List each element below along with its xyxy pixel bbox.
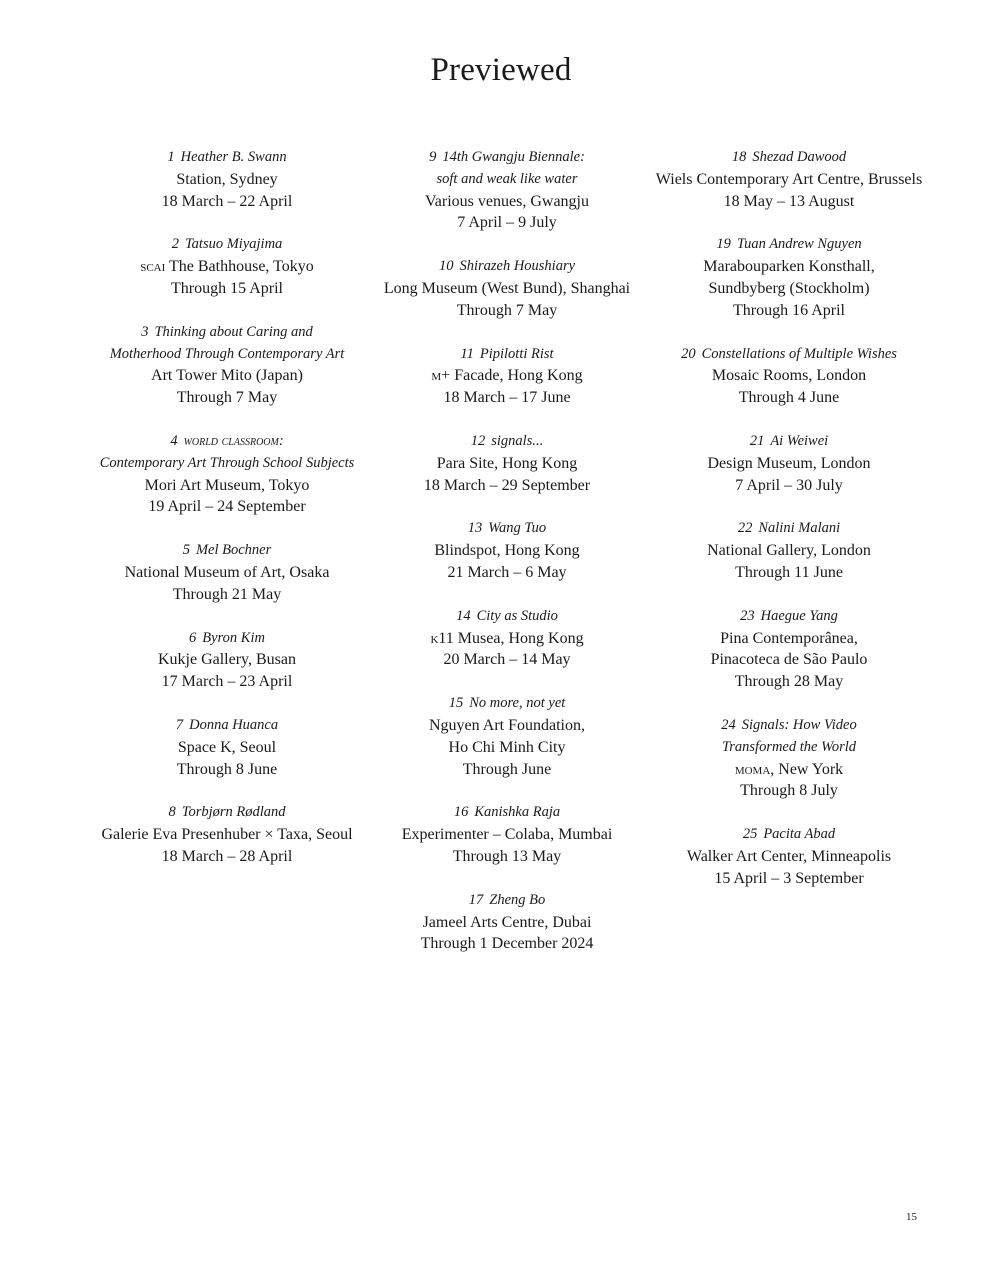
exhibition-title: [634, 824, 944, 846]
exhibition-detail: Through 7 May: [456, 301, 558, 319]
exhibition-entry: [352, 802, 662, 867]
exhibition-entry: [634, 824, 944, 889]
exhibition-entry: [352, 344, 662, 409]
exhibition-title: [62, 322, 392, 366]
exhibition-entry: [352, 256, 662, 321]
exhibition-title: [62, 234, 392, 256]
exhibition-title-text: Transformed the World: [721, 738, 856, 755]
exhibition-number: 9: [429, 149, 437, 165]
exhibition-detail: 19 April – 24 September: [148, 498, 306, 516]
exhibition-column-1: [62, 147, 392, 890]
exhibition-detail: 7 April – 30 July: [735, 476, 843, 494]
exhibition-detail: Through 16 April: [733, 301, 845, 319]
exhibition-title-text: soft and weak like water: [436, 170, 578, 187]
exhibition-number: 18: [731, 149, 747, 165]
exhibition-entry: [352, 606, 662, 671]
exhibition-detail: 15 April – 3 September: [714, 869, 864, 887]
venue-text: , New York: [770, 760, 844, 778]
exhibition-title: [352, 431, 662, 453]
exhibition-title-text: Shezad Dawood: [752, 149, 847, 165]
exhibition-entry: [352, 431, 662, 496]
exhibition-detail: Blindspot, Hong Kong: [434, 542, 580, 560]
exhibition-title-text: Contemporary Art Through School Subjects: [99, 454, 355, 471]
exhibition-column-2: [352, 147, 662, 977]
exhibition-title-smallcaps: world classroom:: [183, 432, 284, 449]
exhibition-number: 4: [170, 432, 178, 449]
exhibition-venue: [352, 365, 662, 387]
exhibition-detail: Through 7 May: [176, 389, 278, 407]
exhibition-detail: 18 March – 17 June: [443, 389, 571, 407]
exhibition-detail: Mori Art Museum, Tokyo: [144, 476, 310, 494]
exhibition-detail: Various venues, Gwangju: [425, 192, 589, 210]
exhibition-title-text: Kanishka Raja: [474, 804, 561, 821]
exhibition-number: 21: [749, 432, 765, 449]
exhibition-title-text: City as Studio: [476, 607, 558, 624]
exhibition-title: [62, 715, 392, 737]
exhibition-number: 10: [438, 258, 454, 275]
exhibition-title-text: Shirazeh Houshiary: [459, 258, 576, 275]
venue-text: Facade, Hong Kong: [450, 367, 583, 385]
exhibition-number: 17: [468, 891, 484, 908]
exhibition-detail: Art Tower Mito (Japan): [151, 367, 303, 385]
exhibition-title-text: Motherhood Through Contemporary Art: [109, 345, 345, 362]
exhibition-number: 11: [460, 345, 474, 362]
exhibition-detail: Through 4 June: [738, 389, 840, 407]
page-number: 15: [906, 1211, 917, 1223]
exhibition-detail: Through 8 June: [176, 760, 278, 778]
exhibition-detail: 18 March – 22 April: [161, 192, 293, 210]
exhibition-title-text: Pacita Abad: [763, 826, 836, 843]
exhibition-title: [352, 256, 662, 278]
exhibition-title-text: Torbjørn Rødland: [181, 804, 286, 821]
exhibition-title-text: Wang Tuo: [488, 520, 547, 537]
exhibition-entry: [634, 518, 944, 583]
exhibition-detail: Through 13 May: [452, 847, 562, 865]
exhibition-column-3: [634, 147, 944, 912]
exhibition-detail: Pinacoteca de São Paulo: [710, 651, 868, 669]
exhibition-detail: Mosaic Rooms, London: [711, 367, 867, 385]
exhibition-number: 7: [175, 716, 184, 733]
exhibition-number: 1: [167, 149, 175, 165]
exhibition-entry: [62, 802, 392, 867]
exhibition-detail: Through 28 May: [734, 673, 844, 691]
exhibition-entry: [634, 715, 944, 802]
exhibition-detail: 18 March – 28 April: [161, 847, 293, 865]
exhibition-entry: [634, 234, 944, 321]
exhibition-title: [62, 540, 392, 562]
exhibition-detail: Through 1 December 2024: [420, 935, 594, 953]
exhibition-title-text: Mel Bochner: [195, 542, 272, 559]
exhibition-number: 6: [189, 629, 197, 646]
exhibition-number: 24: [721, 716, 736, 733]
exhibition-title: [634, 344, 944, 366]
exhibition-title-text: Haegue Yang: [760, 607, 838, 624]
exhibition-number: 19: [716, 236, 731, 253]
exhibition-detail: Design Museum, London: [707, 454, 871, 472]
exhibition-title-text: Thinking about Caring and: [154, 323, 313, 340]
exhibition-entry: [62, 715, 392, 780]
exhibition-detail: Jameel Arts Centre, Dubai: [422, 913, 592, 931]
exhibition-title-text: Byron Kim: [202, 629, 265, 646]
exhibition-detail: Through 8 July: [740, 782, 838, 800]
exhibition-detail: Marabouparken Konsthall,: [703, 258, 875, 276]
exhibition-detail: Kukje Gallery, Busan: [157, 651, 297, 669]
exhibition-title: [62, 147, 392, 169]
exhibition-entry: [62, 322, 392, 409]
exhibition-detail: 20 March – 14 May: [443, 651, 571, 669]
exhibition-title: [352, 802, 662, 824]
exhibition-entry: [634, 606, 944, 693]
exhibition-number: 22: [737, 520, 753, 537]
exhibition-title: [352, 606, 662, 628]
exhibition-title: [634, 234, 944, 256]
exhibition-entry: [62, 234, 392, 299]
exhibition-number: 23: [740, 607, 755, 624]
exhibition-detail: Wiels Contemporary Art Centre, Brussels: [655, 170, 923, 188]
exhibition-number: 8: [168, 804, 176, 821]
exhibition-title: [352, 147, 662, 191]
exhibition-entry: [62, 628, 392, 693]
exhibition-title-text: Ai Weiwei: [770, 432, 829, 449]
exhibition-entry: [634, 344, 944, 409]
exhibition-title-text: Tuan Andrew Nguyen: [736, 236, 862, 253]
exhibition-title-text: Tatsuo Miyajima: [184, 236, 283, 253]
exhibition-number: 16: [453, 804, 469, 821]
exhibition-title: [352, 890, 662, 912]
exhibition-entry: [352, 890, 662, 955]
exhibition-detail: 21 March – 6 May: [447, 563, 567, 581]
exhibition-title: [352, 344, 662, 366]
exhibition-title: [352, 693, 662, 715]
exhibition-title-text: Signals: How Video: [741, 716, 857, 733]
exhibition-title-text: Donna Huanca: [189, 716, 279, 733]
venue-acronym: m+: [431, 367, 451, 385]
exhibition-number: 14: [456, 607, 471, 624]
exhibition-detail: Walker Art Center, Minneapolis: [686, 847, 892, 865]
exhibition-number: 5: [182, 542, 190, 559]
exhibition-detail: 7 April – 9 July: [457, 214, 557, 232]
page-title: Previewed: [430, 52, 572, 88]
venue-acronym: moma: [734, 760, 771, 778]
exhibition-venue: [352, 628, 662, 650]
venue-text: The Bathhouse, Tokyo: [165, 258, 314, 276]
exhibition-entry: [352, 147, 662, 234]
exhibition-title-text: Heather B. Swann: [180, 149, 287, 165]
exhibition-title-text: No more, not yet: [469, 695, 566, 712]
exhibition-entry: [62, 431, 392, 518]
exhibition-number: 15: [448, 695, 464, 712]
exhibition-detail: Experimenter – Colaba, Mumbai: [401, 826, 613, 844]
exhibition-detail: Nguyen Art Foundation,: [429, 716, 585, 734]
exhibition-title-text: 14th Gwangju Biennale:: [442, 149, 585, 165]
exhibition-detail: 17 March – 23 April: [161, 673, 293, 691]
exhibition-title-text: signals...: [491, 432, 544, 449]
exhibition-detail: Station, Sydney: [176, 170, 278, 188]
exhibition-title: [62, 802, 392, 824]
exhibition-number: 12: [470, 432, 486, 449]
venue-text: Musea, Hong Kong: [453, 629, 584, 647]
exhibition-number: 25: [742, 826, 758, 843]
exhibition-detail: Ho Chi Minh City: [448, 738, 566, 756]
exhibition-number: 3: [141, 323, 149, 340]
exhibition-detail: Through 21 May: [172, 585, 282, 603]
exhibition-detail: 18 March – 29 September: [423, 476, 591, 494]
exhibition-detail: Para Site, Hong Kong: [436, 454, 578, 472]
exhibition-detail: National Museum of Art, Osaka: [124, 563, 330, 581]
exhibition-number: 2: [171, 236, 179, 253]
exhibition-title: [352, 518, 662, 540]
exhibition-detail: Long Museum (West Bund), Shanghai: [383, 279, 631, 297]
exhibition-title-text: Pipilotti Rist: [479, 345, 554, 362]
exhibition-title: [634, 431, 944, 453]
exhibition-title: [634, 715, 944, 759]
exhibition-entry: [352, 693, 662, 780]
exhibition-detail: Through June: [462, 760, 552, 778]
exhibition-venue: [634, 759, 944, 781]
exhibition-title: [634, 518, 944, 540]
exhibition-title: [62, 628, 392, 650]
exhibition-number: 13: [467, 520, 483, 537]
exhibition-detail: Galerie Eva Presenhuber × Taxa, Seoul: [101, 826, 353, 844]
exhibition-venue: [62, 256, 392, 278]
exhibition-entry: [634, 147, 944, 212]
exhibition-title-text: Zheng Bo: [489, 891, 546, 908]
exhibition-entry: [62, 540, 392, 605]
exhibition-title: [634, 147, 944, 169]
exhibition-detail: Through 11 June: [735, 563, 843, 581]
exhibition-detail: Space K, Seoul: [177, 738, 277, 756]
exhibition-entry: [352, 518, 662, 583]
venue-acronym: k11: [430, 629, 454, 647]
exhibition-entry: [62, 147, 392, 212]
exhibition-detail: 18 May – 13 August: [723, 192, 855, 210]
exhibition-title: [62, 431, 392, 475]
exhibition-title-text: Nalini Malani: [758, 520, 841, 537]
exhibition-detail: Sundbyberg (Stockholm): [708, 279, 870, 297]
exhibition-number: 20: [681, 345, 696, 362]
exhibition-entry: [634, 431, 944, 496]
exhibition-detail: National Gallery, London: [707, 542, 871, 560]
exhibition-title: [634, 606, 944, 628]
exhibition-detail: Pina Contemporânea,: [720, 629, 858, 647]
exhibition-title-text: Constellations of Multiple Wishes: [701, 345, 897, 362]
exhibition-detail: Through 15 April: [171, 279, 283, 297]
venue-acronym: scai: [140, 258, 166, 276]
